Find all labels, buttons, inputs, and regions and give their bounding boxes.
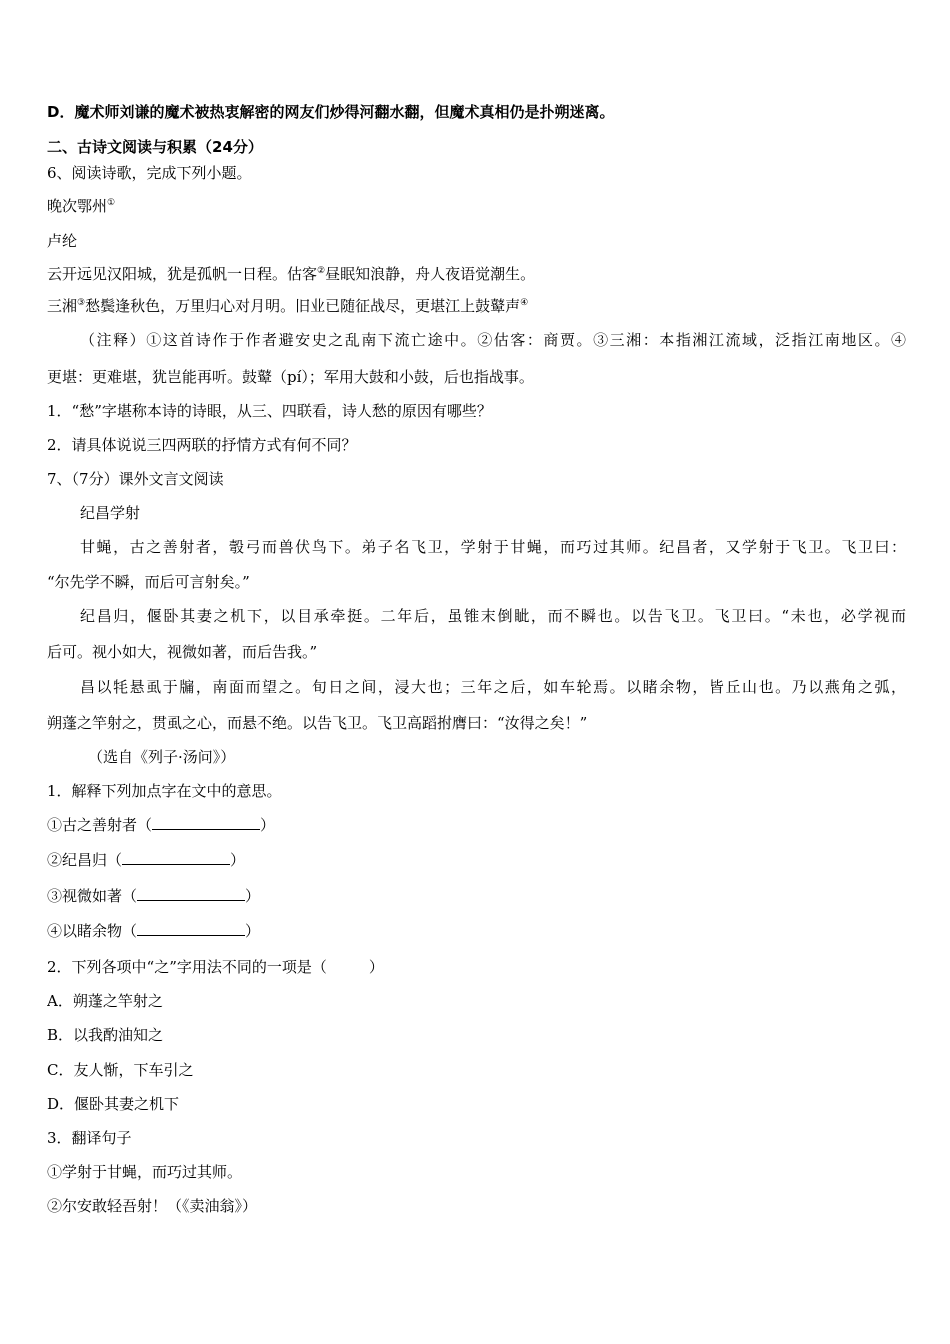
passage-p1-line-2: “尔先学不瞬，而后可言射矣。” bbox=[47, 573, 250, 591]
passage-title: 纪昌学射 bbox=[80, 504, 141, 522]
choice-b: B．以我酌油知之 bbox=[47, 1026, 164, 1044]
q6-sub-2: 2．请具体说说三四两联的抒情方式有何不同？ bbox=[47, 436, 357, 454]
answer-blank-2[interactable] bbox=[122, 850, 230, 865]
translate-item-2: ②尔安敢轻吾射！（《卖油翁》） bbox=[47, 1197, 258, 1215]
q6-prompt: 6、阅读诗歌，完成下列小题。 bbox=[47, 164, 252, 182]
passage-p2-line-2: 后可。视小如大，视微如著，而后告我。” bbox=[47, 643, 318, 661]
poem-author: 卢纶 bbox=[47, 232, 78, 250]
answer-blank-1[interactable] bbox=[152, 815, 260, 830]
passage-p1-line-1: 甘蝇，古之善射者，彀弓而兽伏鸟下。弟子名飞卫，学射于甘蝇，而巧过其师。纪昌者，又学射于飞卫。飞卫曰： bbox=[80, 538, 906, 556]
option-d-text: D．魔术师刘谦的魔术被热衷解密的网友们炒得河翻水翻，但魔术真相仍是扑朔迷离。 bbox=[47, 103, 615, 121]
q7-sub-3: 3．翻译句子 bbox=[47, 1129, 132, 1147]
q7-sub-2: 2．下列各项中“之”字用法不同的一项是（ ） bbox=[47, 958, 384, 976]
blank-item-3: ③视微如著（ ） bbox=[47, 887, 261, 905]
q7-heading: 7、（7分）课外文言文阅读 bbox=[47, 470, 224, 488]
choice-a: A．朔蓬之竿射之 bbox=[47, 992, 163, 1010]
choice-d: D．偃卧其妻之机下 bbox=[47, 1095, 180, 1113]
option-d-bold bbox=[47, 102, 906, 122]
poem-title: 晚次鄂州① bbox=[47, 197, 116, 215]
translate-item-1: ①学射于甘蝇，而巧过其师。 bbox=[47, 1163, 243, 1181]
blank-item-1: ①古之善射者（ ） bbox=[47, 816, 276, 834]
q7-sub-1: 1．解释下列加点字在文中的意思。 bbox=[47, 782, 282, 800]
blank-item-2: ②纪昌归（ ） bbox=[47, 851, 246, 869]
passage-p3-line-2: 朔蓬之竿射之，贯虱之心，而悬不绝。以告飞卫。飞卫高蹈拊膺曰：“汝得之矣！” bbox=[47, 714, 588, 732]
passage-source: （选自《列子·汤问》） bbox=[88, 748, 236, 766]
choice-c: C．友人惭，下车引之 bbox=[47, 1061, 194, 1079]
section-heading: 二、古诗文阅读与积累（24分） bbox=[47, 138, 263, 156]
answer-blank-4[interactable] bbox=[137, 921, 245, 936]
passage-p2-line-1: 纪昌归，偃卧其妻之机下，以目承牵挺。二年后，虽锥末倒眦，而不瞬也。以告飞卫。飞卫曰。“未也，必学视而 bbox=[80, 607, 906, 625]
passage-p3-line-1: 昌以牦悬虱于牖，南面而望之。旬日之间，浸大也；三年之后，如车轮焉。以睹余物，皆丘山也。乃以燕角之弧， bbox=[80, 678, 906, 696]
poem-notes-line-1: （注释）①这首诗作于作者避安史之乱南下流亡途中。②估客：商贾。③三湘：本指湘江流域，泛指江南地区。④ bbox=[80, 331, 906, 349]
blank-item-4: ④以睹余物（ ） bbox=[47, 922, 261, 940]
poem-notes-line-2: 更堪：更难堪，犹岂能再听。鼓鼙（pí）；军用大鼓和小鼓，后也指战事。 bbox=[47, 368, 534, 386]
poem-line-1: 云开远见汉阳城，犹是孤帆一日程。估客②昼眠知浪静，舟人夜语觉潮生。 bbox=[47, 265, 536, 283]
answer-blank-3[interactable] bbox=[137, 886, 245, 901]
q6-sub-1: 1．“愁”字堪称本诗的诗眼，从三、四联看，诗人愁的原因有哪些？ bbox=[47, 402, 492, 420]
poem-line-2: 三湘③愁鬓逢秋色，万里归心对月明。旧业已随征战尽，更堪江上鼓鼙声④ bbox=[47, 297, 529, 315]
